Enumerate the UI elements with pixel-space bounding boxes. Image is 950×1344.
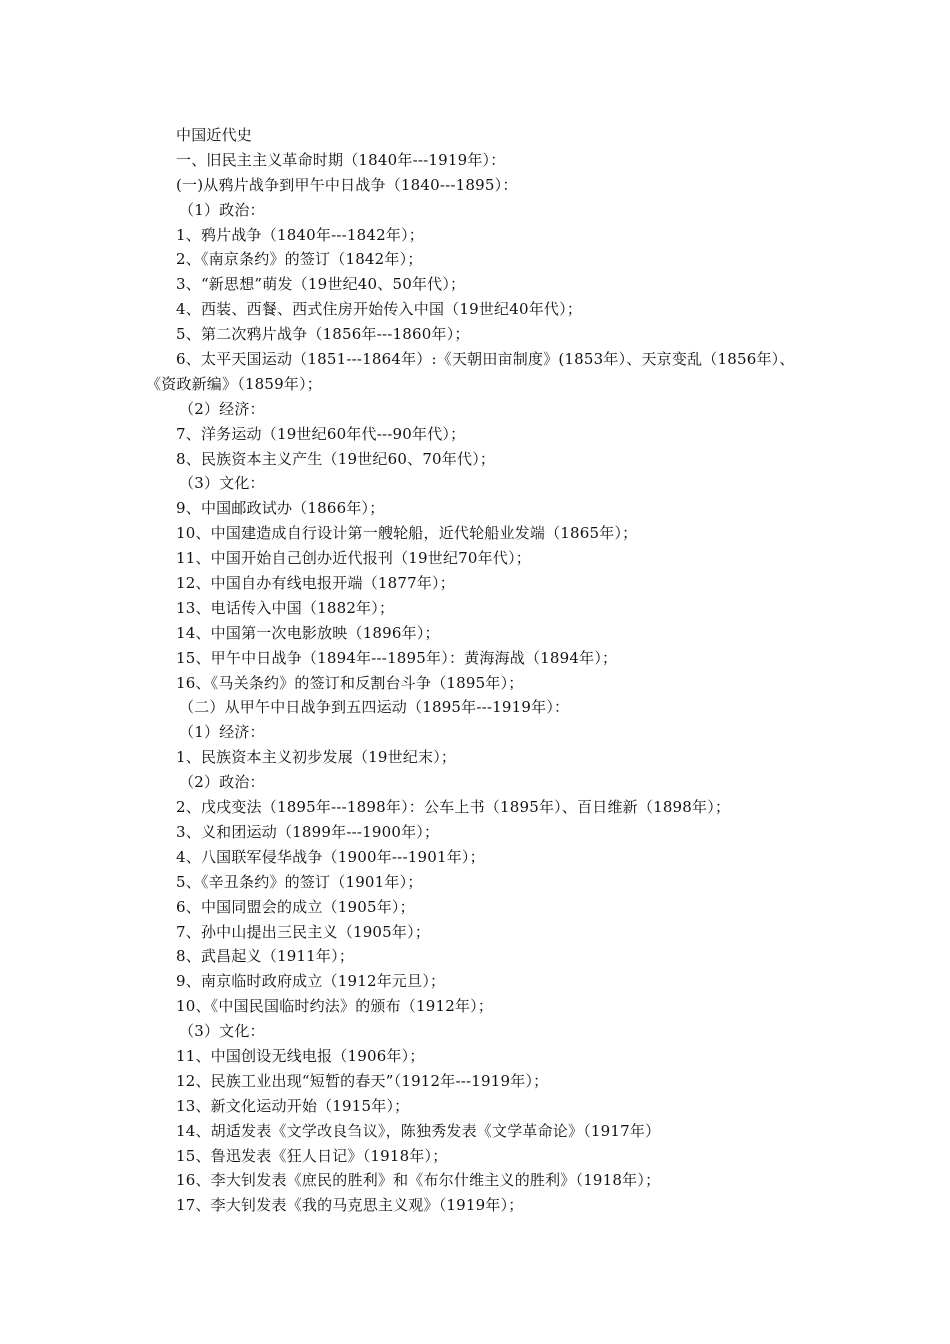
- text-line: 1、民族资本主义初步发展（19世纪末）；: [176, 748, 457, 767]
- document-body: [0, 123, 950, 1218]
- text-line: 14、胡适发表《文学改良刍议》，陈独秀发表《文学革命论》（1917年）: [176, 1121, 661, 1140]
- section-heading-line: （3）文化：: [179, 1022, 265, 1041]
- text-line: 《资政新编》（1859年）；: [146, 374, 322, 393]
- text-line: 2、戊戌变法（1895年---1898年）：公车上书（1895年）、百日维新（1898年）；: [176, 798, 731, 817]
- text-line: 11、中国开始自己创办近代报刊（19世纪70年代）；: [176, 549, 531, 568]
- text-line: 4、西装、西餐、西式住房开始传入中国（19世纪40年代）；: [176, 300, 583, 319]
- text-line: 5、《辛丑条约》的签订（1901年）；: [176, 872, 423, 891]
- text-line: 3、“新思想”萌发（19世纪40、50年代）；: [176, 275, 466, 294]
- text-line: 8、武昌起义（1911年）；: [176, 947, 355, 966]
- section-heading-line: （二）从甲午中日战争到五四运动（1895年---1919年）：: [179, 698, 570, 717]
- section-heading-line: （3）文化：: [179, 474, 265, 493]
- text-line: 7、洋务运动（19世纪60年代---90年代）；: [176, 424, 466, 443]
- text-line: 12、中国自办有线电报开端（1877年）；: [176, 574, 455, 593]
- text-line: 3、义和团运动（1899年---1900年）；: [176, 822, 440, 841]
- text-line: 10、中国建造成自行设计第一艘轮船，近代轮船业发端（1865年）；: [176, 524, 638, 543]
- text-line: 11、中国创设无线电报（1906年）；: [176, 1046, 425, 1065]
- document-title: 中国近代史: [176, 126, 253, 144]
- text-line: 4、八国联军侵华战争（1900年---1901年）；: [176, 847, 485, 866]
- text-line: 14、中国第一次电影放映（1896年）；: [176, 623, 440, 642]
- text-line: 17、李大钊发表《我的马克思主义观》（1919年）；: [176, 1196, 524, 1215]
- section-heading-line: （2）经济：: [179, 399, 265, 418]
- text-line: 8、民族资本主义产生（19世纪60、70年代）；: [176, 449, 496, 468]
- text-line: 16、李大钊发表《庶民的胜利》和《布尔什维主义的胜利》（1918年）；: [176, 1171, 661, 1190]
- text-line: 5、第二次鸦片战争（1856年---1860年）；: [176, 325, 470, 344]
- text-line: 16、《马关条约》的签订和反割台斗争（1895年）；: [176, 673, 524, 692]
- text-line: 一、旧民主主义革命时期（1840年---1919年）：: [176, 150, 506, 169]
- text-line: 6、中国同盟会的成立（1905年）；: [176, 897, 415, 916]
- text-line: (一)从鸦片战争到甲午中日战争（1840---1895）：: [176, 175, 518, 194]
- section-heading-line: （1）经济：: [179, 723, 265, 742]
- text-line: 13、电话传入中国（1882年）；: [176, 598, 395, 617]
- text-line: 9、中国邮政试办（1866年）；: [176, 499, 385, 518]
- document-lines: [0, 148, 950, 1218]
- text-line: 12、民族工业出现“短暂的春天”（1912年---1919年）；: [176, 1071, 549, 1090]
- section-heading-line: （1）政治：: [179, 200, 265, 219]
- text-line: 10、《中国民国临时约法》的颁布（1912年）；: [176, 997, 494, 1016]
- text-line: 15、鲁迅发表《狂人日记》（1918年）；: [176, 1146, 448, 1165]
- text-line: 7、孙中山提出三民主义（1905年）；: [176, 922, 431, 941]
- text-line: 15、甲午中日战争（1894年---1895年）：黄海海战（1894年）；: [176, 648, 618, 667]
- text-line: 9、南京临时政府成立（1912年元旦）；: [176, 972, 446, 991]
- text-line: 13、新文化运动开始（1915年）；: [176, 1096, 410, 1115]
- text-line: 1、鸦片战争（1840年---1842年）；: [176, 225, 424, 244]
- text-line: 2、《南京条约》的签订（1842年）；: [176, 250, 423, 269]
- text-line: 6、太平天国运动（1851---1864年）:《天朝田亩制度》(1853年）、天京变乱（1856年）、: [176, 350, 795, 369]
- section-heading-line: （2）政治：: [179, 773, 265, 792]
